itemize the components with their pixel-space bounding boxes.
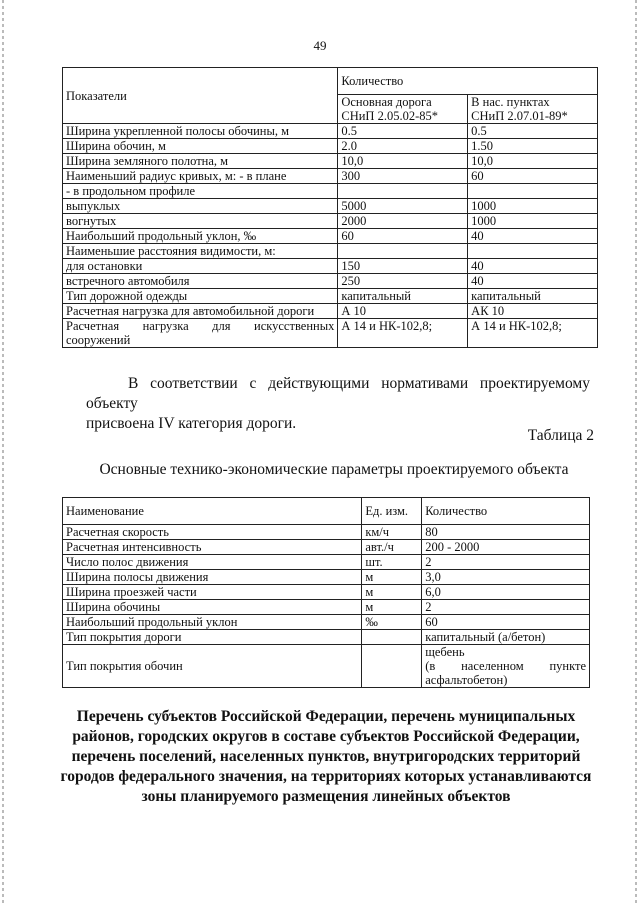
- table-row: [63, 570, 590, 585]
- table-row: [63, 630, 590, 645]
- table-cell: [422, 645, 590, 688]
- table-cell: 3,0: [422, 570, 590, 585]
- heading-line: городов федерального значения, на территориях которых устанавливаются: [60, 768, 592, 785]
- table-row: [63, 169, 598, 184]
- table-cell: 40: [468, 259, 598, 274]
- road-parameters-table: [62, 67, 598, 348]
- table-cell: км/ч: [362, 525, 422, 540]
- heading-line: районов, городских округов в составе субъектов Российской Федерации,: [72, 728, 580, 745]
- table-row: [63, 184, 598, 199]
- table-cell: [338, 184, 468, 199]
- table-cell: капитальный (а/бетон): [422, 630, 590, 645]
- table-cell: [362, 630, 422, 645]
- table-cell: 2000: [338, 214, 468, 229]
- table-row: [63, 259, 598, 274]
- table-cell: м: [362, 570, 422, 585]
- last-row-line1: Расчетная нагрузка для искусственных: [66, 319, 335, 333]
- table-row: [63, 214, 598, 229]
- table-row: [63, 304, 598, 319]
- last-row-line2: сооружений: [66, 333, 131, 347]
- table-cell: м: [362, 585, 422, 600]
- category-paragraph: [86, 374, 590, 434]
- table-row: [63, 139, 598, 154]
- table-row: [63, 555, 590, 570]
- table-cell: Тип покрытия дороги: [63, 630, 362, 645]
- header-name: Наименование: [63, 498, 362, 525]
- table-cell: АК 10: [468, 304, 598, 319]
- header-quantity: Количество: [338, 68, 598, 95]
- table-cell: Расчетная нагрузка для автомобильной дороги: [63, 304, 338, 319]
- page-number: 49: [313, 38, 327, 53]
- table-cell: 300: [338, 169, 468, 184]
- table-cell: Расчетная интенсивность: [63, 540, 362, 555]
- header-main-road-line2: СНиП 2.05.02-85*: [341, 109, 438, 123]
- scan-edge-right: [635, 0, 637, 905]
- table-body: [63, 124, 598, 319]
- table-cell: встречного автомобиля: [63, 274, 338, 289]
- table-cell: авт./ч: [362, 540, 422, 555]
- table-row: [63, 600, 590, 615]
- cell-line: асфальтобетон): [425, 673, 508, 687]
- header-indicators: Показатели: [63, 68, 338, 124]
- table-row: [63, 199, 598, 214]
- table-row: [63, 289, 598, 304]
- paragraph-line2: присвоена IV категория дороги.: [86, 415, 297, 432]
- table-cell: [338, 244, 468, 259]
- table-row: [63, 585, 590, 600]
- table-cell: 0.5: [468, 124, 598, 139]
- table-cell: 1000: [468, 214, 598, 229]
- cell-line: (в населенном пункте: [425, 659, 586, 673]
- table-row: [63, 244, 598, 259]
- table-cell: Наибольший продольный уклон: [63, 615, 362, 630]
- table-cell: 2: [422, 555, 590, 570]
- table-cell: - в продольном профиле: [63, 184, 338, 199]
- table-cell: 10,0: [338, 154, 468, 169]
- table2-label: Таблица 2: [527, 427, 594, 444]
- paragraph-line1: В соответствии с действующими нормативами проектируемому объекту: [86, 375, 590, 412]
- table-cell: Тип дорожной одежды: [63, 289, 338, 304]
- table-cell: 2: [422, 600, 590, 615]
- table-row: [63, 525, 590, 540]
- table2-caption: Основные технико-экономические параметры проектируемого объекта: [99, 461, 569, 478]
- header-main-road-line1: Основная дорога: [341, 95, 432, 109]
- table-cell: Число полос движения: [63, 555, 362, 570]
- table-cell: 60: [468, 169, 598, 184]
- heading-line: перечень поселений, населенных пунктов, внутригородских территорий: [71, 748, 581, 765]
- table-row: [63, 540, 590, 555]
- header-settlements: [468, 95, 598, 124]
- table-cell: Наименьший радиус кривых, м: - в плане: [63, 169, 338, 184]
- table-cell: [468, 244, 598, 259]
- table-cell: 150: [338, 259, 468, 274]
- header-settlements-line2: СНиП 2.07.01-89*: [471, 109, 568, 123]
- table-cell: ‰: [362, 615, 422, 630]
- table-cell: вогнутых: [63, 214, 338, 229]
- table-header-row: [63, 498, 590, 525]
- table-row: [63, 124, 598, 139]
- table-cell: Ширина полосы движения: [63, 570, 362, 585]
- scan-edge-left: [2, 0, 4, 905]
- table-cell: Ширина проезжей части: [63, 585, 362, 600]
- table-cell: капитальный: [338, 289, 468, 304]
- table-cell: 80: [422, 525, 590, 540]
- table-cell: 40: [468, 229, 598, 244]
- table-cell: Ширина земляного полотна, м: [63, 154, 338, 169]
- table-cell: 250: [338, 274, 468, 289]
- table-cell: Ширина укрепленной полосы обочины, м: [63, 124, 338, 139]
- header-unit: Ед. изм.: [362, 498, 422, 525]
- table-row: [63, 229, 598, 244]
- heading-line: зоны планируемого размещения линейных объектов: [141, 788, 511, 805]
- table-cell: Ширина обочины: [63, 600, 362, 615]
- table-cell: [362, 645, 422, 688]
- table-cell: м: [362, 600, 422, 615]
- cell-line: щебень: [425, 645, 465, 659]
- table-cell: 0.5: [338, 124, 468, 139]
- table-header-row: [63, 68, 598, 95]
- table-cell: А 10: [338, 304, 468, 319]
- table-row: [63, 154, 598, 169]
- table-cell: [468, 184, 598, 199]
- table-cell: 1000: [468, 199, 598, 214]
- table-cell: 6,0: [422, 585, 590, 600]
- table-cell: Тип покрытия обочин: [63, 645, 362, 688]
- table-row: [63, 319, 598, 348]
- table-row: [63, 274, 598, 289]
- table-row: [63, 615, 590, 630]
- table-cell: Наибольший продольный уклон, ‰: [63, 229, 338, 244]
- table-cell: 60: [422, 615, 590, 630]
- table-cell: А 14 и НК-102,8;: [468, 319, 598, 348]
- header-amount: Количество: [422, 498, 590, 525]
- table-cell: А 14 и НК-102,8;: [338, 319, 468, 348]
- technical-economic-table: [62, 497, 590, 688]
- table-body: [63, 525, 590, 645]
- table-cell: [63, 319, 338, 348]
- table-row: [63, 645, 590, 688]
- table-cell: выпуклых: [63, 199, 338, 214]
- table-cell: 5000: [338, 199, 468, 214]
- table-cell: 40: [468, 274, 598, 289]
- table-cell: Наименьшие расстояния видимости, м:: [63, 244, 338, 259]
- header-settlements-line1: В нас. пунктах: [471, 95, 550, 109]
- table-cell: Расчетная скорость: [63, 525, 362, 540]
- table-cell: шт.: [362, 555, 422, 570]
- header-main-road: [338, 95, 468, 124]
- table-cell: капитальный: [468, 289, 598, 304]
- table-cell: для остановки: [63, 259, 338, 274]
- table-cell: 10,0: [468, 154, 598, 169]
- section-heading: [60, 707, 592, 807]
- table-cell: 60: [338, 229, 468, 244]
- table-cell: Ширина обочин, м: [63, 139, 338, 154]
- table-cell: 2.0: [338, 139, 468, 154]
- table-cell: 200 - 2000: [422, 540, 590, 555]
- heading-line: Перечень субъектов Российской Федерации, перечень муниципальных: [76, 708, 576, 725]
- table-cell: 1.50: [468, 139, 598, 154]
